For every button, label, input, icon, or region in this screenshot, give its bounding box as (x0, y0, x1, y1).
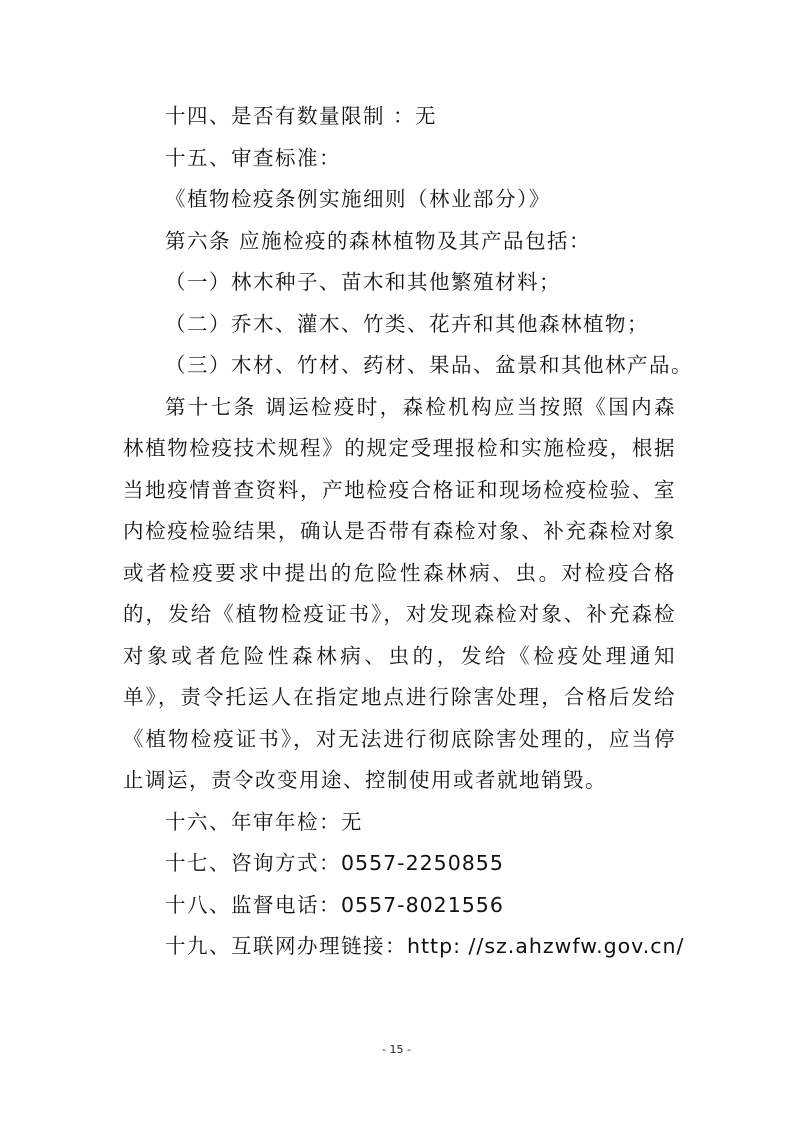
document-body (123, 96, 693, 968)
item-17-consultation (123, 843, 676, 885)
item-18-supervision (123, 885, 676, 927)
supervision-phone: 0557-8021556 (341, 892, 504, 917)
item-19-label: 十九、互联网办理链接： (165, 934, 407, 958)
article-6-item-1: （一）林木种子、苗木和其他繁殖材料； (165, 270, 561, 294)
item-14-quantity-limit: 十四、是否有数量限制 ：无 (165, 104, 438, 128)
item-16-annual-review: 十六、年审年检：无 (165, 809, 363, 834)
item-17-label: 十七、咨询方式： (165, 851, 341, 875)
item-15-review-standard-heading: 十五、审查标准： (165, 145, 341, 170)
item-18-label: 十八、监督电话： (165, 892, 341, 917)
item-19-online-link (123, 926, 685, 968)
online-service-link[interactable]: http: //sz.ahzwfw.gov.cn/ (407, 934, 685, 958)
article-6-item-3: （三）木材、竹材、药材、果品、盆景和其他林产品。 (165, 353, 693, 377)
consultation-phone: 0557-2250855 (341, 851, 504, 875)
article-17-paragraph: 第十七条 调运检疫时，森检机构应当按照《国内森林植物检疫技术规程》的规定受理报检和实施检疫，根据当地疫情普查资料，产地检疫合格证和现场检疫检验、室内检疫检验结果，确认是否带有森检对象、补充森检对象或者检疫要求中提出的危险性森林病、虫。对检疫合格的，发给《植物检疫证书》，对发现森检对象、补充森检对象或者危险性森林病、虫的，发给《检疫处理通知单》，责令托运人在指定地点进行除害处理，合格后发给《植物检疫证书》，对无法进行彻底除害处理的，应当停止调运，责令改变用途、控制使用或者就地销毁。 (123, 394, 676, 792)
article-6-intro: 第六条 应施检疫的森林植物及其产品包括： (165, 228, 592, 253)
page-number: - 15 - (382, 1043, 411, 1056)
regulation-title: 《植物检疫条例实施细则（林业部分）》 (165, 187, 551, 211)
article-6-item-2: （二）乔木、灌木、竹类、花卉和其他森林植物； (165, 311, 649, 336)
